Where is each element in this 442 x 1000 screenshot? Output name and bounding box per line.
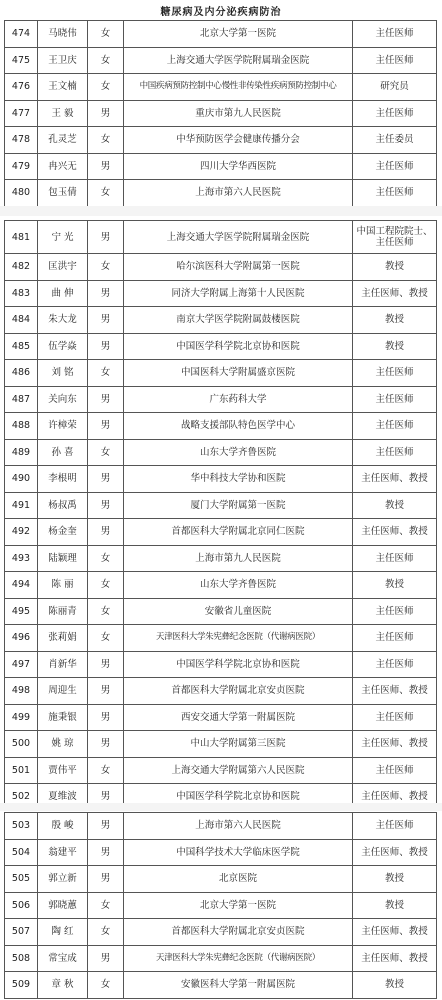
expert-sex: 女 xyxy=(88,598,124,625)
table-row xyxy=(5,180,437,207)
table-row xyxy=(5,839,437,866)
expert-name: 宁 光 xyxy=(38,221,88,254)
table-row xyxy=(5,492,437,519)
table-row xyxy=(5,153,437,180)
table-row xyxy=(5,127,437,154)
row-number: 502 xyxy=(5,784,38,811)
row-number: 488 xyxy=(5,413,38,440)
row-number: 505 xyxy=(5,866,38,893)
expert-organization: 中华预防医学会健康传播分会 xyxy=(124,127,353,154)
expert-organization: 中国科学技术大学临床医学院 xyxy=(124,839,353,866)
table-row xyxy=(5,100,437,127)
row-number: 486 xyxy=(5,360,38,387)
table-row xyxy=(5,919,437,946)
expert-organization: 山东大学齐鲁医院 xyxy=(124,572,353,599)
expert-title: 主任医师 xyxy=(353,360,437,387)
expert-sex: 男 xyxy=(88,704,124,731)
expert-name: 孙 喜 xyxy=(38,439,88,466)
expert-name: 陈丽青 xyxy=(38,598,88,625)
page-title: 糖尿病及内分泌疾病防治 xyxy=(160,7,282,18)
row-number: 504 xyxy=(5,839,38,866)
expert-title: 主任医师 xyxy=(353,545,437,572)
table-row xyxy=(5,386,437,413)
expert-organization: 中国医学科学院北京协和医院 xyxy=(124,784,353,811)
expert-name: 刘 铭 xyxy=(38,360,88,387)
expert-sex: 男 xyxy=(88,866,124,893)
expert-organization: 安徽省儿童医院 xyxy=(124,598,353,625)
expert-organization: 首都医科大学附属北京安贞医院 xyxy=(124,919,353,946)
expert-title: 主任医师、教授 xyxy=(353,678,437,705)
expert-name: 马晓伟 xyxy=(38,21,88,48)
expert-name: 陶 红 xyxy=(38,919,88,946)
expert-sex: 女 xyxy=(88,439,124,466)
expert-organization: 天津医科大学朱宪彝纪念医院（代谢病医院） xyxy=(124,625,353,652)
row-number: 509 xyxy=(5,972,38,999)
expert-sex: 男 xyxy=(88,784,124,811)
expert-organization: 上海市第六人民医院 xyxy=(124,180,353,207)
expert-sex: 男 xyxy=(88,945,124,972)
table-row xyxy=(5,47,437,74)
expert-title: 主任医师、教授 xyxy=(353,945,437,972)
expert-organization: 山东大学齐鲁医院 xyxy=(124,439,353,466)
expert-organization: 上海交通大学医学院附属瑞金医院 xyxy=(124,47,353,74)
table-row xyxy=(5,572,437,599)
expert-sex: 男 xyxy=(88,100,124,127)
table-row xyxy=(5,466,437,493)
row-number: 474 xyxy=(5,21,38,48)
expert-name: 许樟荣 xyxy=(38,413,88,440)
expert-organization: 中国医学科学院北京协和医院 xyxy=(124,651,353,678)
row-number: 501 xyxy=(5,757,38,784)
expert-organization: 中国医学科学院北京协和医院 xyxy=(124,333,353,360)
table-row xyxy=(5,678,437,705)
row-number: 498 xyxy=(5,678,38,705)
row-number: 481 xyxy=(5,221,38,254)
expert-sex: 女 xyxy=(88,572,124,599)
table-row xyxy=(5,519,437,546)
expert-organization: 中国医科大学附属盛京医院 xyxy=(124,360,353,387)
expert-title: 主任医师 xyxy=(353,757,437,784)
expert-name: 郭晓蕙 xyxy=(38,892,88,919)
expert-name: 伍学焱 xyxy=(38,333,88,360)
expert-title: 主任医师 xyxy=(353,439,437,466)
expert-sex: 女 xyxy=(88,625,124,652)
expert-sex: 女 xyxy=(88,127,124,154)
row-number: 507 xyxy=(5,919,38,946)
row-number: 482 xyxy=(5,254,38,281)
expert-title: 教授 xyxy=(353,972,437,999)
expert-name: 郭立新 xyxy=(38,866,88,893)
expert-sex: 女 xyxy=(88,74,124,101)
table-row xyxy=(5,413,437,440)
table-row xyxy=(5,972,437,999)
expert-name: 包玉倩 xyxy=(38,180,88,207)
expert-sex: 男 xyxy=(88,153,124,180)
section-gap xyxy=(0,206,442,216)
expert-sex: 男 xyxy=(88,280,124,307)
table-row xyxy=(5,757,437,784)
expert-name: 姚 琼 xyxy=(38,731,88,758)
expert-organization: 厦门大学附属第一医院 xyxy=(124,492,353,519)
row-number: 500 xyxy=(5,731,38,758)
expert-organization: 重庆市第九人民医院 xyxy=(124,100,353,127)
expert-name: 关向东 xyxy=(38,386,88,413)
expert-name: 王 毅 xyxy=(38,100,88,127)
expert-name: 匡洪宇 xyxy=(38,254,88,281)
expert-name: 孔灵芝 xyxy=(38,127,88,154)
expert-name: 翁建平 xyxy=(38,839,88,866)
expert-sex: 男 xyxy=(88,678,124,705)
expert-title: 主任医师 xyxy=(353,21,437,48)
expert-organization: 中国疾病预防控制中心慢性非传染性疾病预防控制中心 xyxy=(124,74,353,101)
expert-name: 夏维波 xyxy=(38,784,88,811)
expert-name: 杨金奎 xyxy=(38,519,88,546)
table-row xyxy=(5,545,437,572)
expert-organization: 北京医院 xyxy=(124,866,353,893)
expert-title: 主任医师 xyxy=(353,100,437,127)
expert-title: 主任医师 xyxy=(353,413,437,440)
expert-sex: 男 xyxy=(88,386,124,413)
table-row xyxy=(5,704,437,731)
expert-sex: 男 xyxy=(88,813,124,840)
expert-sex: 女 xyxy=(88,892,124,919)
expert-title: 主任医师、教授 xyxy=(353,519,437,546)
expert-organization: 上海市第九人民医院 xyxy=(124,545,353,572)
table-row xyxy=(5,74,437,101)
expert-title: 主任医师、教授 xyxy=(353,919,437,946)
expert-organization: 南京大学医学院附属鼓楼医院 xyxy=(124,307,353,334)
expert-title: 研究员 xyxy=(353,74,437,101)
expert-title: 主任医师、教授 xyxy=(353,784,437,811)
row-number: 497 xyxy=(5,651,38,678)
expert-sex: 女 xyxy=(88,545,124,572)
table-row xyxy=(5,333,437,360)
row-number: 476 xyxy=(5,74,38,101)
expert-name: 陆颖理 xyxy=(38,545,88,572)
row-number: 499 xyxy=(5,704,38,731)
table-row xyxy=(5,21,437,48)
expert-name: 施秉银 xyxy=(38,704,88,731)
row-number: 503 xyxy=(5,813,38,840)
expert-sex: 男 xyxy=(88,413,124,440)
expert-title: 主任医师 xyxy=(353,386,437,413)
expert-organization: 上海市第六人民医院 xyxy=(124,813,353,840)
section-gap xyxy=(0,803,442,811)
expert-title: 教授 xyxy=(353,254,437,281)
expert-table-section-3 xyxy=(4,812,437,999)
row-number: 508 xyxy=(5,945,38,972)
expert-organization: 安徽医科大学第一附属医院 xyxy=(124,972,353,999)
table-row xyxy=(5,866,437,893)
expert-organization: 同济大学附属上海第十人民医院 xyxy=(124,280,353,307)
expert-name: 王文楠 xyxy=(38,74,88,101)
expert-name: 周迎生 xyxy=(38,678,88,705)
row-number: 492 xyxy=(5,519,38,546)
expert-sex: 女 xyxy=(88,254,124,281)
expert-title: 主任医师 xyxy=(353,651,437,678)
expert-sex: 女 xyxy=(88,919,124,946)
expert-sex: 女 xyxy=(88,360,124,387)
expert-organization: 四川大学华西医院 xyxy=(124,153,353,180)
expert-sex: 女 xyxy=(88,972,124,999)
expert-organization: 北京大学第一医院 xyxy=(124,21,353,48)
expert-organization: 中山大学附属第三医院 xyxy=(124,731,353,758)
expert-name: 冉兴无 xyxy=(38,153,88,180)
expert-title: 主任医师 xyxy=(353,625,437,652)
expert-sex: 女 xyxy=(88,180,124,207)
expert-sex: 男 xyxy=(88,307,124,334)
row-number: 487 xyxy=(5,386,38,413)
row-number: 490 xyxy=(5,466,38,493)
expert-title: 中国工程院院士、主任医师 xyxy=(353,221,437,254)
expert-title: 教授 xyxy=(353,572,437,599)
expert-title: 教授 xyxy=(353,492,437,519)
expert-table-section-2 xyxy=(4,220,437,811)
expert-name: 肖新华 xyxy=(38,651,88,678)
expert-name: 曲 伸 xyxy=(38,280,88,307)
table-row xyxy=(5,731,437,758)
expert-sex: 男 xyxy=(88,492,124,519)
expert-title: 主任委员 xyxy=(353,127,437,154)
expert-name: 贾伟平 xyxy=(38,757,88,784)
expert-organization: 华中科技大学协和医院 xyxy=(124,466,353,493)
expert-title: 主任医师、教授 xyxy=(353,280,437,307)
expert-title: 主任医师 xyxy=(353,598,437,625)
expert-sex: 男 xyxy=(88,651,124,678)
table-row xyxy=(5,439,437,466)
expert-sex: 男 xyxy=(88,221,124,254)
row-number: 495 xyxy=(5,598,38,625)
expert-organization: 上海交通大学附属第六人民医院 xyxy=(124,757,353,784)
row-number: 480 xyxy=(5,180,38,207)
expert-title: 主任医师 xyxy=(353,180,437,207)
expert-name: 殷 峻 xyxy=(38,813,88,840)
table-row xyxy=(5,360,437,387)
row-number: 475 xyxy=(5,47,38,74)
expert-name: 杨叔禹 xyxy=(38,492,88,519)
expert-title: 主任医师、教授 xyxy=(353,731,437,758)
expert-organization: 西安交通大学第一附属医院 xyxy=(124,704,353,731)
table-row xyxy=(5,280,437,307)
expert-name: 常宝成 xyxy=(38,945,88,972)
table-row xyxy=(5,221,437,254)
expert-title: 教授 xyxy=(353,892,437,919)
expert-name: 王卫庆 xyxy=(38,47,88,74)
expert-title: 主任医师 xyxy=(353,704,437,731)
expert-name: 陈 丽 xyxy=(38,572,88,599)
expert-title: 主任医师、教授 xyxy=(353,839,437,866)
table-row xyxy=(5,892,437,919)
expert-organization: 上海交通大学医学院附属瑞金医院 xyxy=(124,221,353,254)
row-number: 485 xyxy=(5,333,38,360)
row-number: 479 xyxy=(5,153,38,180)
table-row xyxy=(5,254,437,281)
table-row xyxy=(5,598,437,625)
table-row xyxy=(5,813,437,840)
row-number: 494 xyxy=(5,572,38,599)
expert-title: 主任医师 xyxy=(353,153,437,180)
table-row xyxy=(5,625,437,652)
expert-organization: 天津医科大学朱宪彝纪念医院（代谢病医院） xyxy=(124,945,353,972)
expert-name: 李根明 xyxy=(38,466,88,493)
expert-title: 主任医师、教授 xyxy=(353,466,437,493)
row-number: 493 xyxy=(5,545,38,572)
row-number: 491 xyxy=(5,492,38,519)
table-row xyxy=(5,651,437,678)
expert-table-section-1 xyxy=(4,20,437,207)
expert-name: 朱大龙 xyxy=(38,307,88,334)
expert-title: 主任医师 xyxy=(353,813,437,840)
expert-organization: 广东药科大学 xyxy=(124,386,353,413)
expert-sex: 女 xyxy=(88,757,124,784)
expert-name: 章 秋 xyxy=(38,972,88,999)
expert-name: 张莉娟 xyxy=(38,625,88,652)
expert-organization: 哈尔滨医科大学附属第一医院 xyxy=(124,254,353,281)
expert-title: 教授 xyxy=(353,866,437,893)
expert-organization: 战略支援部队特色医学中心 xyxy=(124,413,353,440)
row-number: 477 xyxy=(5,100,38,127)
row-number: 506 xyxy=(5,892,38,919)
expert-sex: 男 xyxy=(88,731,124,758)
expert-title: 主任医师 xyxy=(353,47,437,74)
row-number: 483 xyxy=(5,280,38,307)
row-number: 496 xyxy=(5,625,38,652)
row-number: 478 xyxy=(5,127,38,154)
expert-title: 教授 xyxy=(353,307,437,334)
expert-organization: 北京大学第一医院 xyxy=(124,892,353,919)
expert-sex: 女 xyxy=(88,21,124,48)
expert-sex: 女 xyxy=(88,47,124,74)
row-number: 489 xyxy=(5,439,38,466)
table-row xyxy=(5,307,437,334)
row-number: 484 xyxy=(5,307,38,334)
expert-organization: 首都医科大学附属北京同仁医院 xyxy=(124,519,353,546)
expert-sex: 男 xyxy=(88,333,124,360)
expert-sex: 男 xyxy=(88,839,124,866)
expert-organization: 首都医科大学附属北京安贞医院 xyxy=(124,678,353,705)
table-row xyxy=(5,945,437,972)
expert-title: 教授 xyxy=(353,333,437,360)
expert-sex: 男 xyxy=(88,466,124,493)
expert-sex: 男 xyxy=(88,519,124,546)
